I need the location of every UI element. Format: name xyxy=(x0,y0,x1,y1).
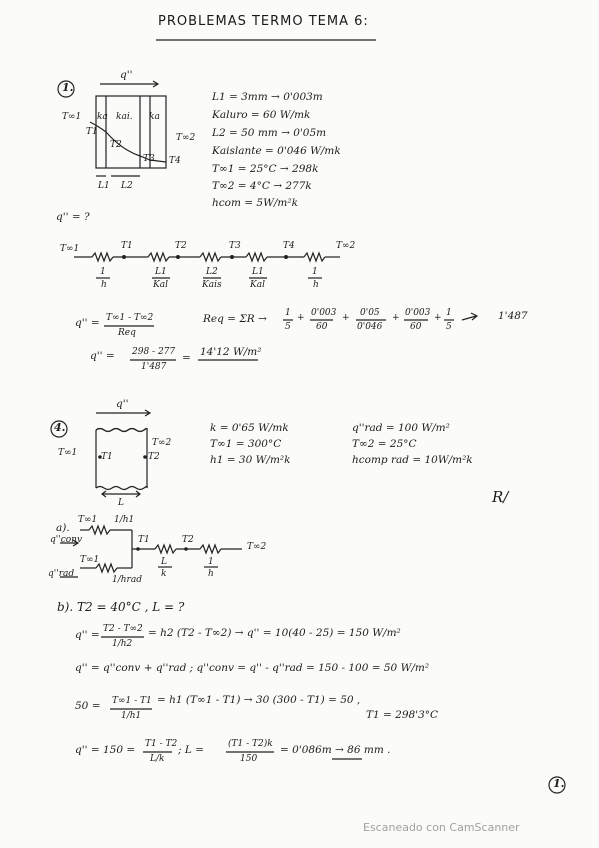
l1-label: L1 xyxy=(98,181,110,191)
given-line: T∞1 = 300°C xyxy=(210,438,282,450)
circuit-node: T3 xyxy=(229,241,241,251)
eq2-denominator: 1'487 xyxy=(141,362,167,372)
given-line: T∞2 = 4°C → 277k xyxy=(212,180,312,192)
eq1-term-den: 60 xyxy=(410,322,422,332)
eq1-term-num: 0'003 xyxy=(405,308,431,318)
eqb3-rest: = h1 (T∞1 - T1) → 30 (300 - T1) = 50 , xyxy=(157,694,361,706)
resistance-num: 1 xyxy=(100,267,106,277)
eq1-term-den: 60 xyxy=(316,322,328,332)
eq1-term-num: 1 xyxy=(446,308,452,318)
circuit-node: T∞1 xyxy=(78,515,98,525)
resistance-den: k xyxy=(161,569,167,579)
t3-label: T3 xyxy=(143,154,155,164)
eq2-lhs: q'' = xyxy=(90,350,115,362)
given-line: Kaluro = 60 W/mk xyxy=(212,109,311,121)
eqb4-numerator2: (T1 - T2)k xyxy=(228,739,273,749)
eqb3-result: T1 = 298'3°C xyxy=(366,709,439,721)
given-line: T∞1 = 25°C → 298k xyxy=(212,163,319,175)
question-label: q'' = ? xyxy=(56,211,90,223)
heat-flux-label: q'' xyxy=(116,398,129,410)
eqb4-mid: ; L = xyxy=(178,744,204,756)
eq1-lhs: q'' = xyxy=(75,317,100,329)
eqb4-denominator: L/k xyxy=(150,754,165,764)
circuit-node: T∞1 xyxy=(60,244,80,254)
t1-label: T1 xyxy=(101,452,113,462)
eqb4-denominator2: 150 xyxy=(240,754,258,764)
l2-label: L2 xyxy=(121,181,133,191)
eqb4-rest: = 0'086m → 86 mm . xyxy=(280,744,391,756)
circuit-node: T1 xyxy=(121,241,133,251)
problem-1-number: 1. xyxy=(62,81,74,94)
resistance-num: 1 xyxy=(208,557,214,567)
resistance-den: Kal xyxy=(153,280,168,290)
circuit-node: T2 xyxy=(182,535,194,545)
heat-flux-label: q'' xyxy=(120,69,133,81)
scanner-watermark: Escaneado con CamScanner xyxy=(363,821,520,834)
t-inf2-label: T∞2 xyxy=(152,438,172,448)
t-inf1-label: T∞1 xyxy=(62,112,82,122)
eqb1-rest: = h2 (T2 - T∞2) → q'' = 10(40 - 25) = 150 W/m² xyxy=(148,627,401,639)
resistance-den: h xyxy=(208,569,214,579)
eqb3-denominator: 1/h1 xyxy=(121,711,142,721)
eqb4-lhs: q'' = 150 = xyxy=(75,744,136,756)
resistance-den: Kal xyxy=(250,280,265,290)
t4-label: T4 xyxy=(169,156,181,166)
resistance-num: 1 xyxy=(312,267,318,277)
resistance-num: L1 xyxy=(252,267,264,277)
resistance-num: L1 xyxy=(155,267,167,277)
check-mark: R/ xyxy=(492,488,509,506)
eqb1-denominator: 1/h2 xyxy=(112,639,133,649)
eqb1-numerator: T2 - T∞2 xyxy=(103,624,143,634)
eq1-numerator: T∞1 - T∞2 xyxy=(106,313,154,323)
eq1-term-num: 0'05 xyxy=(360,308,380,318)
eq1-term-den: 5 xyxy=(446,322,452,332)
resistance-num: L xyxy=(161,557,167,567)
page-title: PROBLEMAS TERMO TEMA 6: xyxy=(158,14,369,29)
eq1-term-den: 0'046 xyxy=(357,322,383,332)
resistance-label: 1/hrad xyxy=(112,575,142,585)
ka-left-label: ka xyxy=(97,112,108,122)
l-label: L xyxy=(118,498,124,508)
problem-4-number: 4. xyxy=(54,421,66,434)
q-rad-label: q''rad xyxy=(48,569,75,579)
equals-sign: = xyxy=(182,352,191,364)
given-line: k = 0'65 W/mk xyxy=(210,422,289,434)
eqb3-lhs: 50 = xyxy=(75,700,101,712)
eqb2: q'' = q''conv + q''rad ; q''conv = q'' - q''rad = 150 - 100 = 50 W/m² xyxy=(75,662,430,674)
circuit-node: T2 xyxy=(175,241,187,251)
eqb3-numerator: T∞1 - T1 xyxy=(112,696,152,706)
kais-label: kai. xyxy=(116,112,133,122)
part-a-label: a). xyxy=(56,522,70,534)
t2-label: T2 xyxy=(110,140,122,150)
t2-label: T2 xyxy=(148,452,160,462)
given-line: L2 = 50 mm → 0'05m xyxy=(212,127,327,139)
resistance-label: 1/h1 xyxy=(114,515,135,525)
eq1-term-num: 0'003 xyxy=(311,308,337,318)
given-line: hcomp rad = 10W/m²k xyxy=(352,454,473,466)
resistance-num: L2 xyxy=(206,267,218,277)
circuit-node: T∞2 xyxy=(336,241,356,251)
eq1-denominator: Req xyxy=(118,328,136,338)
eq1-term-num: 1 xyxy=(285,308,291,318)
plus-sign: + xyxy=(342,313,350,323)
resistance-den: h xyxy=(313,280,319,290)
given-line: hcom = 5W/m²k xyxy=(212,197,298,209)
page-number: 1. xyxy=(553,777,565,790)
eqb4-numerator: T1 - T2 xyxy=(145,739,178,749)
plus-sign: + xyxy=(392,313,400,323)
eq2-result: 14'12 W/m² xyxy=(200,346,262,358)
given-line: q''rad = 100 W/m² xyxy=(352,422,450,434)
eq1-req: Req = ΣR → xyxy=(203,313,267,325)
circuit-node: T1 xyxy=(138,535,150,545)
circuit-node: T∞1 xyxy=(80,555,100,565)
circuit-node: T4 xyxy=(283,241,295,251)
eq1-term-den: 5 xyxy=(285,322,291,332)
eq2-numerator: 298 - 277 xyxy=(132,347,176,357)
circuit-node: T∞2 xyxy=(247,542,267,552)
plus-sign: + xyxy=(297,313,305,323)
t-inf2-label: T∞2 xyxy=(176,133,196,143)
eq1-result: 1'487 xyxy=(498,310,528,322)
t-inf1-label: T∞1 xyxy=(58,448,78,458)
t1-label: T1 xyxy=(86,127,98,137)
eqb1-lhs: q'' = xyxy=(75,629,100,641)
given-line: Kaislante = 0'046 W/mk xyxy=(212,145,341,157)
given-line: T∞2 = 25°C xyxy=(352,438,417,450)
given-line: L1 = 3mm → 0'003m xyxy=(212,91,323,103)
resistance-den: h xyxy=(101,280,107,290)
part-b-label: b). T2 = 40°C , L = ? xyxy=(57,600,185,614)
ka-right-label: ka xyxy=(149,112,160,122)
plus-sign: + xyxy=(434,313,442,323)
given-line: h1 = 30 W/m²k xyxy=(210,454,291,466)
resistance-den: Kais xyxy=(202,280,222,290)
q-conv-label: q''conv xyxy=(50,535,83,545)
